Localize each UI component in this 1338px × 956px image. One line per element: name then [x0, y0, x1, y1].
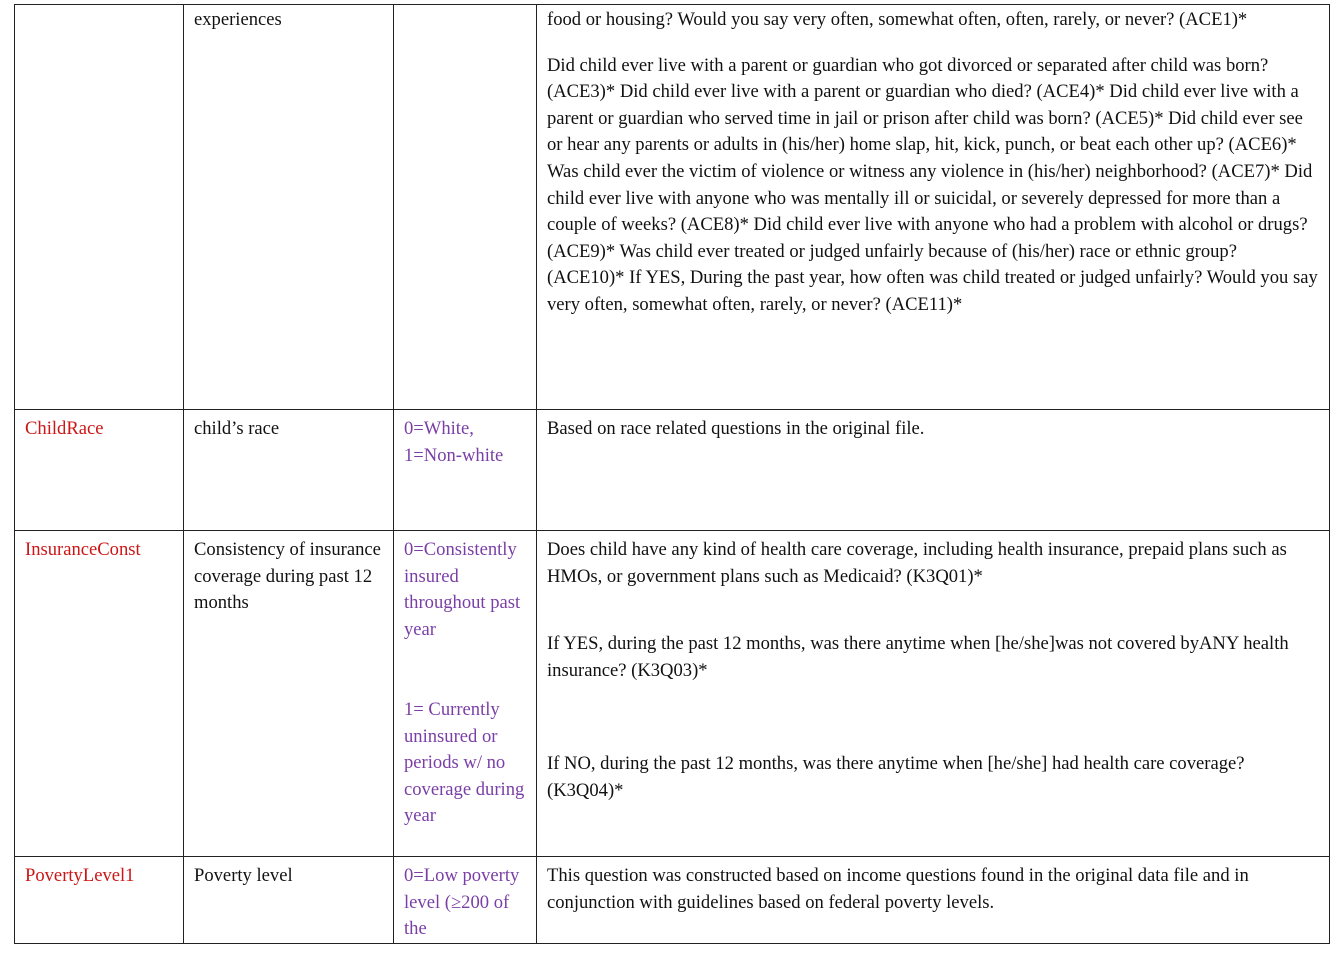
- question-cell: [537, 531, 1330, 857]
- question-cell: [537, 5, 1330, 410]
- description-cell: child’s race: [184, 410, 394, 531]
- question-paragraph: This question was constructed based on income questions found in the original data file and in conjunction with guidelines based on federal poverty levels.: [547, 865, 1249, 913]
- table-row: [15, 410, 1330, 531]
- question-paragraph: If YES, during the past 12 months, was there anytime when [he/she]was not covered byANY health insurance? (K3Q03)*: [547, 633, 1289, 681]
- question-paragraph: Did child ever live with a parent or guardian who got divorced or separated after child was born? (ACE3)* Did child ever live with a parent or guardian who died? (ACE4)* Did child ever live with a parent or guardian who served time in jail or prison after child was born? (ACE5)* Did child ever see or hear any parents or adults in (his/her) home slap, hit, kick, punch, or beat each other up? (ACE6)* Was child ever the victim of violence or witness any violence in (his/her) neighborhood? (ACE7)* Did child ever live with anyone who was mentally ill or suicidal, or severely depressed for more than a couple of weeks? (ACE8)* Did child ever live with anyone who had a problem with alcohol or drugs? (ACE9)* Was child ever treated or judged unfairly because of (his/her) race or ethnic group? (ACE10)* If YES, During the past year, how often was child treated or judged unfairly? Would you say very often, somewhat often, rarely, or never? (ACE11)*: [547, 54, 1318, 315]
- description-cell: experiences: [184, 5, 394, 410]
- table-row: [15, 5, 1330, 410]
- variable-name-cell: ChildRace: [15, 410, 184, 531]
- variable-name-cell: [15, 5, 184, 410]
- variable-name-cell: PovertyLevel1: [15, 857, 184, 944]
- question-paragraph: Does child have any kind of health care coverage, including health insurance, prepaid plans such as HMOs, or government plans such as Medicaid? (K3Q01)*: [547, 539, 1287, 587]
- coding-value: 0=Consistently insured throughout past year: [404, 539, 521, 640]
- coding-value: 0=Low poverty level (≥200 of the: [404, 865, 520, 940]
- table-row: [15, 857, 1330, 944]
- question-paragraph: Based on race related questions in the original file.: [547, 418, 925, 439]
- variable-codebook-table: [14, 4, 1330, 944]
- coding-cell: [394, 5, 537, 410]
- variable-name-cell: InsuranceConst: [15, 531, 184, 857]
- coding-value: 1= Currently uninsured or periods w/ no coverage during year: [404, 699, 525, 827]
- description-cell: Poverty level: [184, 857, 394, 944]
- coding-value: 0=White,: [404, 418, 474, 439]
- coding-value: 1=Non-white: [404, 444, 504, 466]
- coding-cell: [394, 531, 537, 857]
- question-cell: [537, 410, 1330, 531]
- coding-cell: [394, 857, 537, 944]
- question-paragraph: food or housing? Would you say very often, somewhat often, often, rarely, or never? (ACE1)*: [547, 9, 1248, 30]
- coding-cell: [394, 410, 537, 531]
- table-row: [15, 531, 1330, 857]
- question-cell: [537, 857, 1330, 944]
- description-cell: Consistency of insurance coverage during past 12 months: [184, 531, 394, 857]
- question-paragraph: If NO, during the past 12 months, was there anytime when [he/she] had health care coverage? (K3Q04)*: [547, 753, 1245, 801]
